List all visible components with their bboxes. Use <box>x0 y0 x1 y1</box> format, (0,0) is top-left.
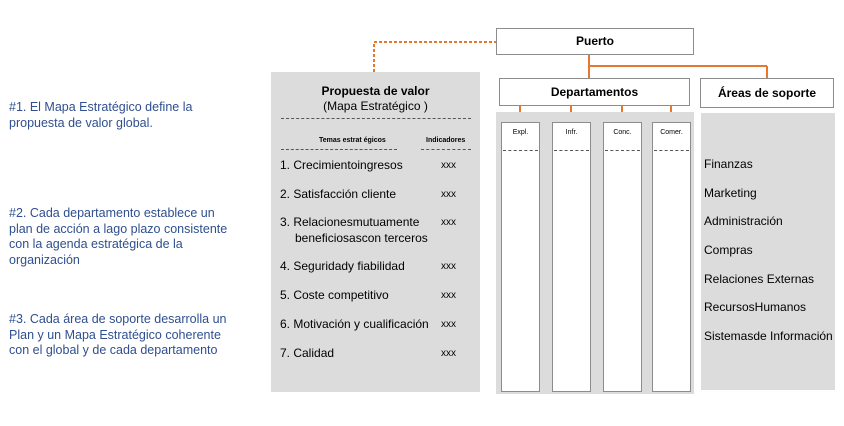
theme-item: 5. Coste competitivo <box>280 288 389 302</box>
dept-label: Expl. <box>512 129 529 136</box>
divider <box>654 150 689 151</box>
note-3: #3. Cada área de soporte desarrolla un Plan y un Mapa Estratégico coherente con el global y de cada departamento <box>9 312 227 357</box>
divider <box>281 118 471 119</box>
dept-column-conc <box>603 122 642 392</box>
divider <box>421 149 471 150</box>
support-item: Finanzas <box>704 157 753 171</box>
theme-indicator: xxx <box>441 290 456 301</box>
support-item: RecursosHumanos <box>704 300 807 314</box>
theme-item-line2: beneficiosascon terceros <box>295 231 428 245</box>
support-item: Relaciones Externas <box>704 272 815 286</box>
dept-label: Comer. <box>660 129 683 136</box>
support-item: Marketing <box>704 186 757 200</box>
support-item: Administración <box>704 214 783 228</box>
divider <box>605 150 640 151</box>
note-1: #1. El Mapa Estratégico define la propuesta de valor global. <box>9 100 193 130</box>
divider <box>281 149 397 150</box>
theme-indicator: xxx <box>441 261 456 272</box>
divider <box>503 150 538 151</box>
value-prop-subtitle: (Mapa Estratégico ) <box>323 99 428 113</box>
theme-indicator: xxx <box>441 189 456 200</box>
theme-indicator: xxx <box>441 348 456 359</box>
dept-label: Conc. <box>613 129 632 136</box>
theme-item: 6. Motivación y cualificación <box>280 317 429 331</box>
dept-column-comer <box>652 122 691 392</box>
support-item: Sistemasde Información <box>704 329 833 343</box>
dept-column-expl <box>501 122 540 392</box>
theme-indicator: xxx <box>441 217 456 228</box>
theme-indicator: xxx <box>441 319 456 330</box>
col-themes: Temas estrat égicos <box>319 137 386 144</box>
divider <box>554 150 589 151</box>
theme-indicator: xxx <box>441 160 456 171</box>
support-item: Compras <box>704 243 753 257</box>
theme-item: 4. Seguridady fiabilidad <box>280 259 405 273</box>
theme-item: 2. Satisfacción cliente <box>280 187 397 201</box>
departamentos-box: Departamentos <box>499 78 690 106</box>
connector-valueprop <box>374 42 496 72</box>
puerto-box: Puerto <box>496 28 694 55</box>
value-prop-title: Propuesta de valor <box>321 84 430 98</box>
theme-item: 3. Relacionesmutuamente <box>280 215 420 229</box>
col-indicators: Indicadores <box>426 137 466 144</box>
soporte-box: Áreas de soporte <box>700 78 834 108</box>
theme-item: 7. Calidad <box>280 346 335 360</box>
theme-item: 1. Crecimientoingresos <box>280 158 403 172</box>
note-2: #2. Cada departamento establece un plan de acción a lago plazo consistente con la agenda estratégica de la organización <box>9 206 228 267</box>
dept-label: Infr. <box>565 129 578 136</box>
value-proposition-panel <box>271 72 480 392</box>
dept-column-infr <box>552 122 591 392</box>
